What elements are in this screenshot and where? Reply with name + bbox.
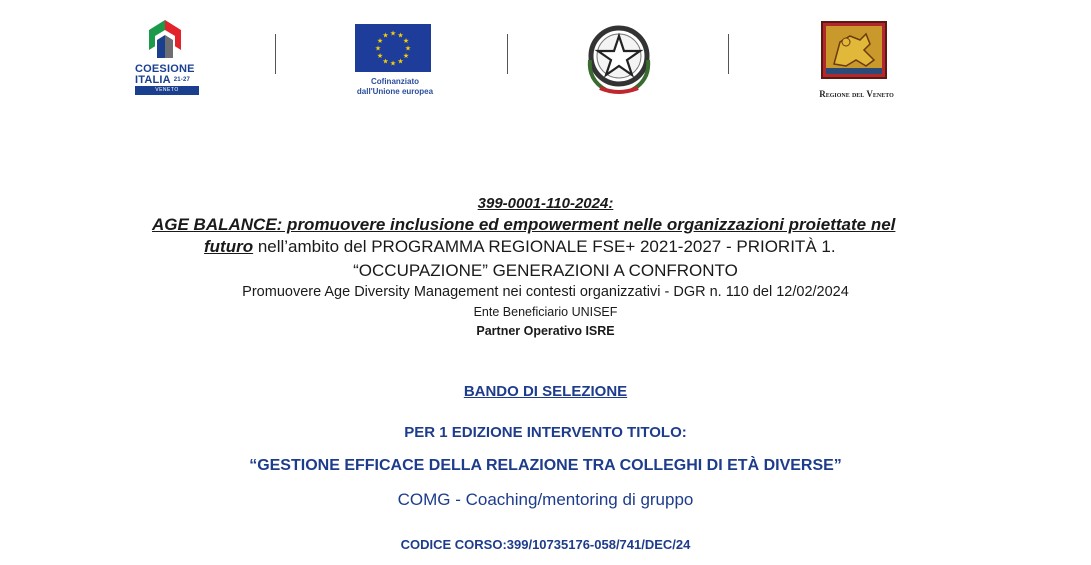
intervento-title: “GESTIONE EFFICACE DELLA RELAZIONE TRA COLLEGHI DI ETÀ DIVERSE”	[249, 457, 842, 474]
logo-divider	[275, 34, 276, 74]
project-title-line1: AGE BALANCE: promuovere inclusione ed empowerment nelle organizzazioni proiettate nel	[152, 215, 896, 234]
eu-star: ★	[389, 30, 397, 38]
project-title-line2	[204, 237, 836, 257]
eu-caption-line2: dall'Unione europea	[356, 87, 434, 96]
eu-caption	[345, 77, 445, 97]
eu-star: ★	[402, 53, 410, 60]
edizione-line: PER 1 EDIZIONE INTERVENTO TITOLO:	[404, 424, 687, 441]
partner-operativo: Partner Operativo ISRE	[476, 324, 615, 338]
regione-veneto-logo	[804, 20, 909, 102]
coesione-years: 21-27	[173, 77, 191, 83]
eu-star: ★	[404, 45, 412, 53]
title-line2-rest: nell’ambito del PROGRAMMA REGIONALE FSE+ 2021-2027 - PRIORITÀ 1.	[253, 237, 836, 256]
bando-heading: BANDO DI SELEZIONE	[463, 383, 628, 400]
coesione-region-bar: VENETO	[135, 86, 199, 95]
codice-corso: CODICE CORSO:399/10735176-058/741/DEC/24	[400, 537, 691, 552]
eu-cofinanced-logo	[345, 20, 450, 100]
comg-line: COMG - Coaching/mentoring di gruppo	[397, 490, 694, 509]
title-word-futuro: futuro	[204, 237, 254, 256]
eu-star: ★	[389, 60, 397, 68]
coesione-wordmark	[135, 64, 201, 86]
emblem-star-icon	[584, 20, 654, 98]
logo-divider	[507, 34, 508, 74]
eu-star: ★	[402, 38, 410, 45]
eu-star: ★	[376, 53, 384, 60]
coesione-italia-logo	[135, 18, 201, 98]
eu-star: ★	[382, 32, 389, 40]
logo-divider	[728, 34, 729, 74]
ente-beneficiario: Ente Beneficiario UNISEF	[473, 305, 618, 319]
italian-republic-emblem	[584, 20, 654, 100]
eu-star: ★	[397, 32, 404, 40]
coesione-line2: ITALIA	[135, 74, 171, 86]
coesione-arrow-icon	[135, 18, 201, 64]
eu-flag-icon	[355, 24, 431, 72]
project-code: 399-0001-110-2024:	[477, 195, 614, 212]
lion-of-st-mark-icon	[820, 20, 888, 80]
coesione-line1: COESIONE	[135, 63, 195, 75]
veneto-caption: Regione del Veneto	[819, 89, 894, 99]
eu-star: ★	[382, 58, 389, 66]
project-subtitle: Promuovere Age Diversity Management nei contesti organizzativi - DGR n. 110 del 12/02/2024	[242, 284, 849, 300]
eu-caption-line1: Cofinanziato	[371, 77, 419, 86]
project-title-line3: “OCCUPAZIONE” GENERAZIONI A CONFRONTO	[353, 261, 738, 280]
eu-star: ★	[374, 45, 382, 53]
eu-star: ★	[397, 58, 404, 66]
eu-star: ★	[376, 38, 384, 45]
